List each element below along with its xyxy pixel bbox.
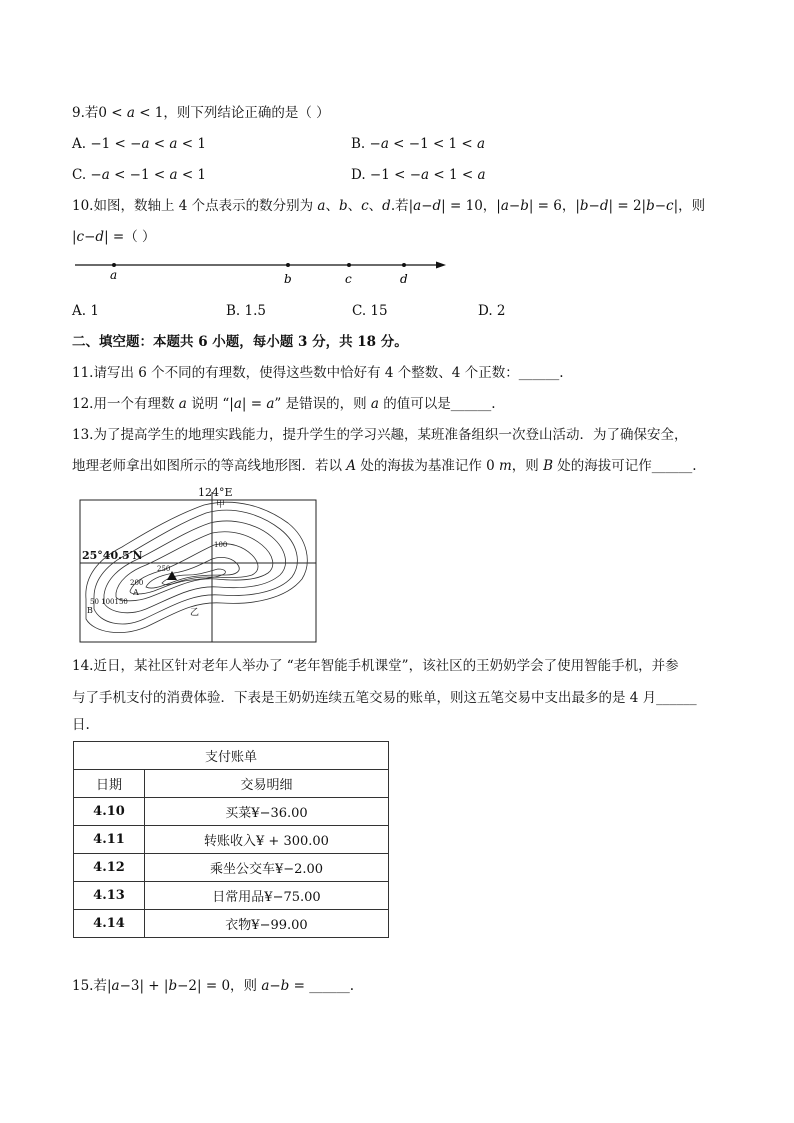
point-b-label: 𝑏 xyxy=(284,272,292,286)
section-2-heading: 二、填空题：本题共 6 小题，每小题 3 分，共 18 分。 xyxy=(72,334,408,350)
bill-title: 支付账单 xyxy=(74,742,389,770)
row-date: 4.13 xyxy=(74,882,145,910)
point-d-label: 𝑑 xyxy=(400,272,408,286)
q9-option-b: B. −𝑎 < −1 < 1 < 𝑎 xyxy=(351,136,486,152)
q10-option-b: B. 1.5 xyxy=(226,303,266,319)
q10-stem-line2: |𝑐−𝑑| =（ ） xyxy=(72,229,156,245)
q10-option-a: A. 1 xyxy=(72,303,99,319)
q14-stem-line1: 14.近日，某社区针对老年人举办了 “老年智能手机课堂”，该社区的王奶奶学会了使用智能手机，并参 xyxy=(72,658,679,674)
q9-option-a: A. −1 < −𝑎 < 𝑎 < 1 xyxy=(72,136,206,152)
point-a-dot xyxy=(112,263,116,267)
q14-stem-line2: 与了手机支付的消费体验．下表是王奶奶连续五笔交易的账单，则这五笔交易中支出最多的是 4 月______ xyxy=(72,690,697,706)
contour-label-100: 100 xyxy=(214,541,228,549)
row-detail: 衣物¥−99.00 xyxy=(145,910,389,938)
q10-option-c: C. 15 xyxy=(352,303,388,319)
q12-stem: 12.用一个有理数 𝑎 说明 “|𝑎| = 𝑎” 是错误的，则 𝑎 的值可以是______. xyxy=(72,396,496,412)
row-detail: 转账收入¥ + 300.00 xyxy=(145,826,389,854)
column-header-detail: 交易明细 xyxy=(145,770,389,798)
q13-stem-line1: 13.为了提高学生的地理实践能力，提升学生的学习兴趣，某班准备组织一次登山活动．为了确保安全， xyxy=(72,427,688,443)
number-line-arrow xyxy=(436,262,446,269)
row-detail: 乘坐公交车¥−2.00 xyxy=(145,854,389,882)
q11-stem: 11.请写出 6 个不同的有理数，使得这些数中恰好有 4 个整数、4 个正数：______. xyxy=(72,365,564,381)
q13-stem-line2: 地理老师拿出如图所示的等高线地形图．若以 𝐴 处的海拔为基准记作 0 𝑚，则 𝐵 处的海拔可记作______. xyxy=(72,458,697,474)
row-date: 4.14 xyxy=(74,910,145,938)
q10-option-d: D. 2 xyxy=(478,303,506,319)
table-row xyxy=(74,798,389,826)
table-row xyxy=(74,882,389,910)
label-jia: 甲 xyxy=(216,500,226,510)
point-c-label: 𝑐 xyxy=(345,272,352,286)
q14-stem-line3: 日. xyxy=(72,717,90,733)
row-date: 4.10 xyxy=(74,798,145,826)
latitude-label: 25°40.5′N xyxy=(82,549,143,562)
contour-label-200: 200 xyxy=(130,579,144,587)
point-c-dot xyxy=(347,263,351,267)
label-a: A xyxy=(133,588,139,597)
table-row xyxy=(74,854,389,882)
longitude-label: 124°E xyxy=(198,487,233,499)
point-b-dot xyxy=(286,263,290,267)
table-row xyxy=(74,826,389,854)
point-a-label: 𝑎 xyxy=(110,268,118,282)
column-header-date: 日期 xyxy=(74,770,145,798)
label-yi: 乙 xyxy=(190,608,200,618)
payment-bill-table xyxy=(73,741,389,938)
table-row xyxy=(74,910,389,938)
contour-label-250: 250 xyxy=(157,565,171,573)
q10-stem-line1: 10.如图，数轴上 4 个点表示的数分别为 𝑎、𝑏、𝑐、𝑑.若|𝑎−𝑑| = 10，|𝑎−𝑏| = 6，|𝑏−𝑑| = 2|𝑏−𝑐|，则 xyxy=(72,198,706,214)
q9-option-d: D. −1 < −𝑎 < 1 < 𝑎 xyxy=(351,167,486,183)
q9-option-c: C. −𝑎 < −1 < 𝑎 < 1 xyxy=(72,167,207,183)
row-detail: 买菜¥−36.00 xyxy=(145,798,389,826)
point-d-dot xyxy=(402,263,406,267)
contour-label-bottom: 50 100150 xyxy=(90,598,128,606)
q9-stem: 9.若0 < 𝑎 < 1，则下列结论正确的是（ ） xyxy=(72,105,330,121)
contour-map-figure xyxy=(76,487,320,645)
row-detail: 日常用品¥−75.00 xyxy=(145,882,389,910)
label-b: B xyxy=(87,606,93,615)
row-date: 4.12 xyxy=(74,854,145,882)
number-line-figure xyxy=(72,255,452,289)
q15-stem: 15.若|𝑎−3| + |𝑏−2| = 0，则 𝑎−𝑏 = ______. xyxy=(72,978,355,994)
row-date: 4.11 xyxy=(74,826,145,854)
map-frame xyxy=(80,500,316,642)
